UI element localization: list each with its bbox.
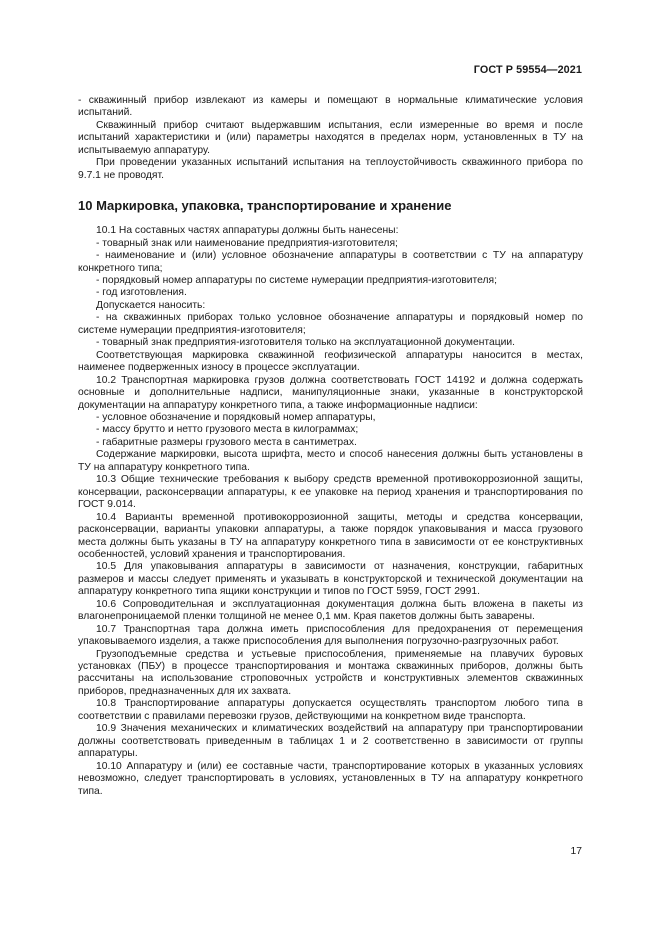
paragraph: При проведении указанных испытаний испытания на теплоустойчивость скважинного прибора по 9.7.1 не проводят.: [78, 157, 583, 181]
paragraph: 10.4 Варианты временной противокоррозионной защиты, методы и средства консервации, расконсервации, варианты упаковки аппаратуры, а также порядок упаковывания и масса грузового места должны быть указаны в ТУ на аппаратуру конкретного типа в зависимости от ее конструктивных особенностей, условий хранения и транспортирования.: [78, 511, 583, 560]
paragraph: 10.3 Общие технические требования к выбору средств временной противокоррозионной защиты, консервации, расконсервации аппаратуры, к ее упаковке на период хранения и транспортирования по ГОСТ 9.014.: [78, 474, 583, 511]
list-item: - условное обозначение и порядковый номер аппаратуры,: [96, 411, 376, 423]
paragraph: 10.1 На составных частях аппаратуры должны быть нанесены:: [96, 225, 399, 237]
list-item: - товарный знак или наименование предприятия-изготовителя;: [96, 237, 398, 249]
paragraph: Содержание маркировки, высота шрифта, место и способ нанесения должны быть установлены в ТУ на аппаратуру конкретного типа.: [78, 449, 583, 473]
list-item: - товарный знак предприятия-изготовителя только на эксплуатационной документации.: [96, 337, 515, 349]
list-item: - год изготовления.: [96, 287, 187, 299]
paragraph: - скважинный прибор извлекают из камеры и помещают в нормальные климатические условия испытаний.: [78, 95, 583, 119]
list-item: - порядковый номер аппаратуры по системе нумерации предприятия-изготовителя;: [96, 274, 497, 286]
section-heading: 10 Маркировка, упаковка, транспортирование и хранение: [78, 198, 452, 214]
list-item: - массу брутто и нетто грузового места в килограммах;: [96, 424, 359, 436]
paragraph: 10.2 Транспортная маркировка грузов должна соответствовать ГОСТ 14192 и должна содержать основные и дополнительные надписи, манипуляционные знаки, указанные в конструкторской документации на аппаратуру конкретного типа, а также информационные надписи:: [78, 374, 583, 411]
paragraph: Скважинный прибор считают выдержавшим испытания, если измеренные во время и после испытаний характеристики и (или) параметры находятся в пределах норм, установленных в ТУ на испытываемую аппаратуру.: [78, 119, 583, 156]
paragraph: Допускается наносить:: [96, 299, 206, 311]
paragraph: 10.7 Транспортная тара должна иметь приспособления для предохранения от перемещения упаковываемого изделия, а также приспособления для выполнения погрузочно-разгрузочных работ.: [78, 623, 583, 648]
paragraph: 10.10 Аппаратуру и (или) ее составные части, транспортирование которых в указанных условиях невозможно, следует транспортировать в условиях, установленных в ТУ на аппаратуру конкретного типа.: [78, 760, 583, 797]
page-body: [78, 95, 583, 798]
paragraph: Грузоподъемные средства и устьевые приспособления, применяемые на плавучих буровых установках (ПБУ) в процессе транспортирования и монтажа скважинных приборов, должны быть рассчитаны на использование строповочных устройств и конструктивных элементов скважинных приборов, предназначенных для их захвата.: [78, 648, 583, 697]
paragraph: Соответствующая маркировка скважинной геофизической аппаратуры наносится в местах, наименее подверженных износу в процессе эксплуатации.: [78, 349, 583, 374]
paragraph: 10.9 Значения механических и климатических воздействий на аппаратуру при транспортировании должны соответствовать приведенным в таблицах 1 и 2 соответственно в зависимости от группы аппаратуры.: [78, 723, 583, 760]
standard-number: ГОСТ Р 59554—2021: [473, 64, 582, 76]
paragraph: 10.8 Транспортирование аппаратуры допускается осуществлять транспортом любого типа в соответствии с правилами перевозки грузов, действующими на конкретном виде транспорта.: [78, 698, 583, 722]
list-item: - на скважинных приборах только условное обозначение аппаратуры и порядковый номер по системе нумерации предприятия-изготовителя;: [78, 312, 583, 336]
list-item: - габаритные размеры грузового места в сантиметрах.: [96, 436, 357, 448]
paragraph: 10.6 Сопроводительная и эксплуатационная документация должна быть вложена в пакеты из влагонепроницаемой пленки толщиной не менее 0,1 мм. Края пакетов должны быть заварены.: [78, 598, 583, 623]
page-number: 17: [570, 846, 582, 857]
list-item: - наименование и (или) условное обозначение аппаратуры в соответствии с ТУ на аппаратуру конкретного типа;: [78, 250, 583, 274]
paragraph: 10.5 Для упаковывания аппаратуры в зависимости от назначения, конструкции, габаритных размеров и массы следует применять и указывать в конструкторской и технической документации на аппаратуру конкретного типа ящики конструкции и типов по ГОСТ 5959, ГОСТ 2991.: [78, 561, 583, 598]
